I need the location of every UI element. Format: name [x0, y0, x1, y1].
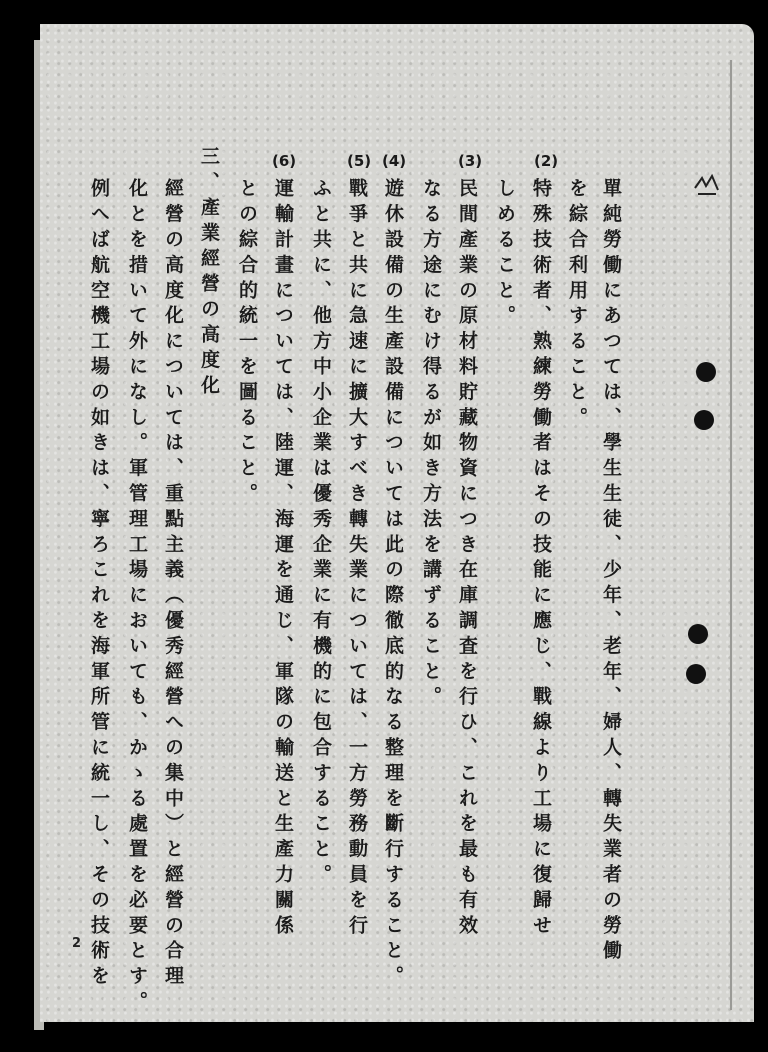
text-column: 遊休設備の生產設備については此の際徹底的なる整理を斷行すること。: [382, 178, 404, 991]
item-label: (4): [382, 152, 407, 170]
text-column: ふと共に、他方中小企業は優秀企業に有機的に包合すること。: [310, 178, 332, 890]
text-column: 戰爭と共に急速に擴大すべき轉失業については、一方勞務動員を行: [346, 178, 368, 940]
item-label: (6): [272, 152, 297, 170]
binding-hole-icon: [688, 624, 708, 644]
item-label: (3): [458, 152, 483, 170]
stamp-icon: [688, 168, 728, 212]
binding-hole-icon: [686, 664, 706, 684]
fold-line: [730, 60, 732, 1010]
text-column: 特殊技術者、熟練勞働者はその技能に應じ、戰線より工場に復歸せ: [530, 178, 552, 940]
page-number: 2: [72, 936, 82, 951]
text-column: しめること。: [494, 178, 516, 331]
text-column: 運輸計畫については、陸運、海運を通じ、軍隊の輸送と生產力關係: [272, 178, 294, 940]
text-column: 例へば航空機工場の如きは、寧ろこれを海軍所管に統一し、その技術を: [88, 178, 110, 991]
text-column: 單純勞働にあつては、學生生徒、少年、老年、婦人、轉失業者の勞働: [600, 178, 622, 966]
binding-hole-icon: [694, 410, 714, 430]
text-column: 民間產業の原材料貯藏物資につき在庫調査を行ひ、これを最も有效: [456, 178, 478, 940]
section-heading: 三、產業經營の高度化: [198, 146, 220, 400]
text-column: なる方途にむけ得るが如き方法を講ずること。: [420, 178, 442, 712]
item-label: (5): [347, 152, 372, 170]
text-column: を綜合利用すること。: [566, 178, 588, 432]
text-column: 化とを措いて外になし。軍管理工場においても、かゝる處置を必要とす。: [126, 178, 148, 1017]
text-column: との綜合的統一を圖ること。: [236, 178, 258, 509]
text-column: 經營の高度化については、重點主義（優秀經營への集中）と經營の合理: [162, 178, 184, 991]
item-label: (2): [534, 152, 559, 170]
binding-hole-icon: [696, 362, 716, 382]
